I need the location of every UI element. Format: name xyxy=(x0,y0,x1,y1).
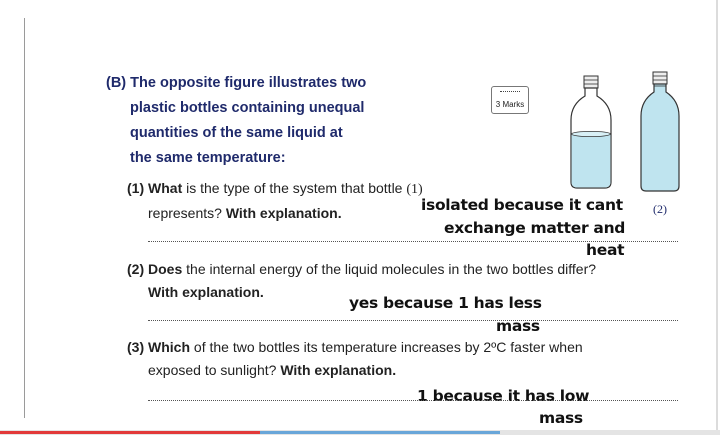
question-3-line-1 xyxy=(127,339,583,355)
question-2-text: the internal energy of the liquid molecules in the two bottles differ? xyxy=(182,261,597,277)
answer-2-line-2: mass xyxy=(496,317,540,335)
question-2-explanation-prompt: With explanation. xyxy=(148,284,264,300)
intro-line-4: the same temperature: xyxy=(130,150,286,166)
bottle-2-icon xyxy=(636,70,684,194)
question-1-line-1 xyxy=(127,180,423,198)
answer-3-line-1: 1 because it has low xyxy=(417,387,590,405)
question-3-bold: Which xyxy=(148,339,191,355)
answer-line-3[interactable] xyxy=(148,400,678,401)
question-1-bottle-ref: (1) xyxy=(406,182,423,197)
answer-1-line-1: isolated because it cant xyxy=(421,196,623,214)
marks-label: 3 Marks xyxy=(495,100,525,109)
bottom-accent-red xyxy=(0,431,260,434)
marks-dots xyxy=(500,91,520,92)
answer-1-line-2: exchange matter and xyxy=(444,219,626,237)
page-edge xyxy=(716,0,718,435)
question-1-explanation-prompt: With explanation. xyxy=(225,205,342,221)
question-1-text-2: represents? xyxy=(148,205,226,221)
answer-2-line-1: yes because 1 has less xyxy=(349,294,542,312)
question-3-line-2 xyxy=(148,362,396,378)
question-1-number: (1) xyxy=(127,180,145,196)
question-3-text-2: exposed to sunlight? xyxy=(148,362,281,378)
answer-3-line-2: mass xyxy=(539,409,583,427)
answer-line-1[interactable] xyxy=(148,241,678,242)
answer-1-line-3: heat xyxy=(586,241,625,259)
margin-line xyxy=(24,18,25,418)
question-3-number: (3) xyxy=(127,339,145,355)
bottle-2-label: (2) xyxy=(653,202,667,216)
question-2-number: (2) xyxy=(127,261,145,277)
bottle-1-icon xyxy=(565,74,617,192)
marks-box xyxy=(491,86,529,114)
intro-line-1 xyxy=(106,75,366,91)
intro-line-2: plastic bottles containing unequal xyxy=(130,100,365,116)
intro-text-1: The opposite figure illustrates two xyxy=(130,75,367,91)
question-3-text: of the two bottles its temperature increases by 2ºC faster when xyxy=(190,339,583,355)
question-2-line-2 xyxy=(148,284,264,300)
answer-line-2[interactable] xyxy=(148,320,678,321)
question-2-line-1 xyxy=(127,261,596,277)
intro-line-3: quantities of the same liquid at xyxy=(130,125,343,141)
section-prefix: (B) xyxy=(106,75,127,91)
question-3-explanation-prompt: With explanation. xyxy=(280,362,397,378)
bottom-accent-blue xyxy=(260,431,500,434)
question-1-text: is the type of the system that bottle xyxy=(182,180,407,196)
question-2-bold: Does xyxy=(148,261,183,277)
question-1-line-2 xyxy=(148,205,342,221)
question-1-bold: What xyxy=(148,180,183,196)
